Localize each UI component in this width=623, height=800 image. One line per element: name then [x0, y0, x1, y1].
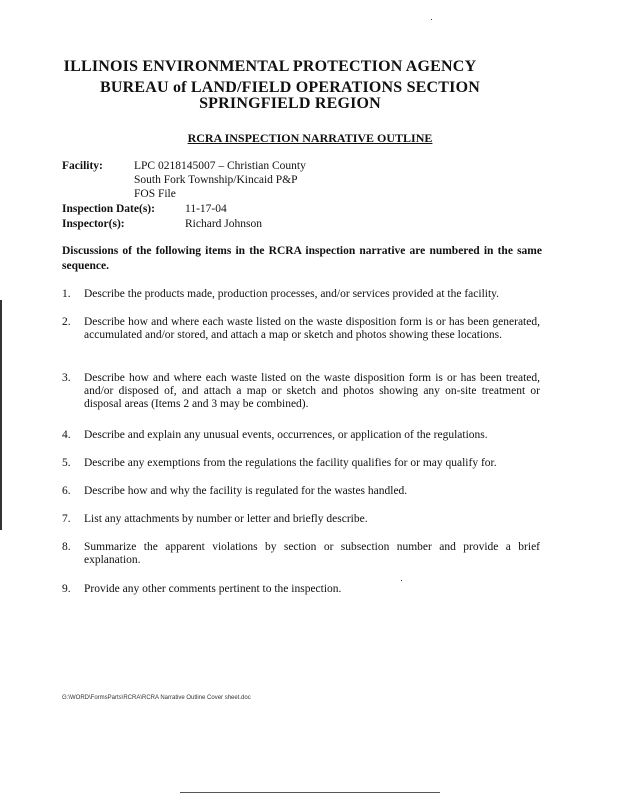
facility-line3: FOS File	[134, 188, 176, 200]
intro-paragraph: Discussions of the following items in the RCRA inspection narrative are numbered in the same sequence.	[62, 245, 542, 272]
item-text: Describe the products made, production processes, and/or services provided at the facility.	[84, 288, 500, 300]
item-text: Provide any other comments pertinent to the inspection.	[84, 583, 342, 595]
item-text: Describe how and where each waste listed on the waste disposition form is or has been generated, accumulated and/or stored, and attach a map or sketch and photos showing these locations.	[84, 316, 540, 341]
item-number: 4.	[62, 429, 71, 441]
scan-bottom-rule	[180, 792, 440, 793]
inspector-label: Inspector(s):	[62, 218, 125, 230]
item-text: Describe how and why the facility is regulated for the wastes handled.	[84, 485, 408, 497]
facility-line2: South Fork Township/Kincaid P&P	[134, 174, 298, 186]
item-number: 7.	[62, 513, 71, 525]
agency-name: ILLINOIS ENVIRONMENTAL PROTECTION AGENCY	[63, 58, 477, 75]
file-path-footer: G:\WORD\FormsParts\RCRA\RCRA Narrative Outline Cover sheet.doc	[62, 695, 251, 701]
item-number: 3.	[62, 372, 71, 384]
scan-speck	[431, 19, 432, 20]
item-number: 2.	[62, 316, 71, 328]
document-title: RCRA INSPECTION NARRATIVE OUTLINE	[187, 131, 433, 145]
item-text: Summarize the apparent violations by section or subsection number and provide a brief explanation.	[84, 541, 540, 566]
facility-label: Facility:	[62, 160, 103, 172]
item-text: Describe any exemptions from the regulations the facility qualifies for or may qualify for.	[84, 457, 497, 469]
facility-line1: LPC 0218145007 – Christian County	[134, 160, 306, 172]
bureau-name: BUREAU of LAND/FIELD OPERATIONS SECTION	[99, 79, 480, 96]
item-number: 6.	[62, 485, 71, 497]
item-number: 5.	[62, 457, 71, 469]
region-name: SPRINGFIELD REGION	[199, 95, 381, 112]
inspection-date-label: Inspection Date(s):	[62, 203, 155, 215]
scan-margin-mark	[0, 300, 2, 530]
item-number: 9.	[62, 583, 71, 595]
inspector-value: Richard Johnson	[185, 218, 262, 230]
inspection-date-value: 11-17-04	[185, 203, 227, 215]
item-text: Describe and explain any unusual events, occurrences, or application of the regulations.	[84, 429, 488, 441]
item-text: List any attachments by number or letter and briefly describe.	[84, 513, 368, 525]
item-number: 8.	[62, 541, 71, 553]
item-number: 1.	[62, 288, 71, 300]
item-text: Describe how and where each waste listed on the waste disposition form is or has been treated, and/or disposed of, and attach a map or sketch and photos showing any on-site treatment or disposal areas (Items 2 and 3 may be combined).	[84, 372, 540, 410]
scan-speck	[401, 580, 402, 581]
